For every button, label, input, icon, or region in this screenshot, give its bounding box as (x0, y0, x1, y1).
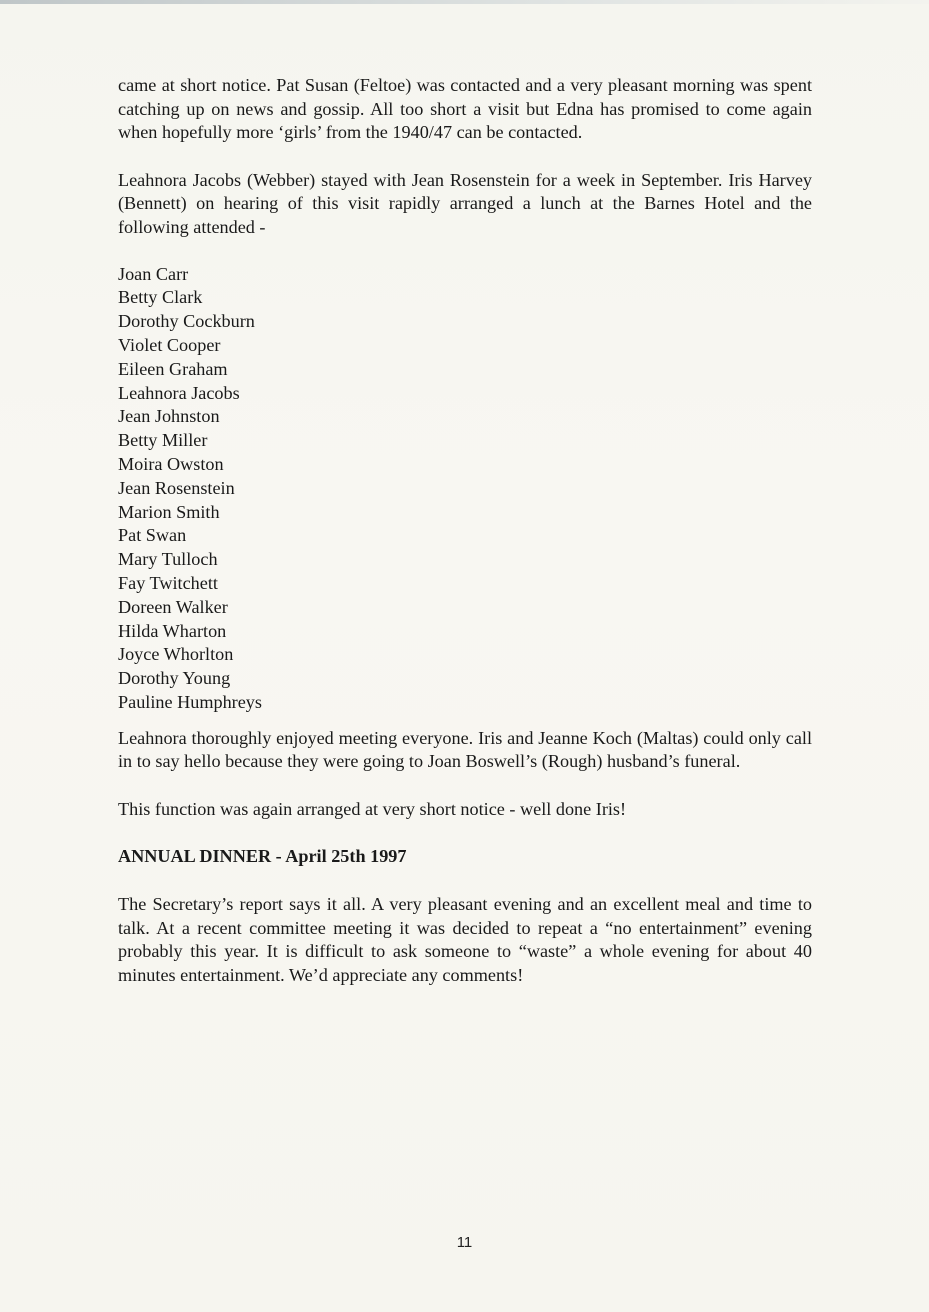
attendee-name: Mary Tulloch (118, 549, 218, 570)
attendee-name: Hilda Wharton (118, 620, 227, 641)
attendee-name: Fay Twitchett (118, 572, 218, 593)
attendee-name: Joyce Whorlton (118, 644, 234, 665)
page-top-edge (0, 0, 929, 4)
paragraph-leahnora-enjoyed: Leahnora thoroughly enjoyed meeting everyone. Iris and Jeanne Koch (Maltas) could only call in to say hello because they were going to Joan Boswell’s (Rough) husband’s funeral. (118, 727, 812, 772)
paragraph-leahnora-visit: Leahnora Jacobs (Webber) stayed with Jean Rosenstein for a week in September. Iris Harvey (Bennett) on hearing of this visit rapidly arranged a lunch at the Barnes Hotel and the following attended - (118, 169, 812, 237)
attendee-name: Moira Owston (118, 453, 224, 474)
page-content (118, 74, 812, 987)
attendee-list (118, 263, 812, 715)
attendee-name: Doreen Walker (118, 596, 228, 617)
paragraph-short-notice: This function was again arranged at very short notice - well done Iris! (118, 798, 627, 819)
attendee-name: Dorothy Young (118, 668, 231, 689)
attendee-name: Betty Clark (118, 287, 203, 308)
attendee-name: Marion Smith (118, 501, 220, 522)
paragraph-secretary-report: The Secretary’s report says it all. A very pleasant evening and an excellent meal and time to talk. At a recent committee meeting it was decided to repeat a “no entertainment” evening probably this year. It is difficult to ask someone to “waste” a whole evening for about 40 minutes entertainment. We’d appreciate any comments! (118, 894, 812, 985)
attendee-name: Jean Rosenstein (118, 477, 235, 498)
attendee-name: Pat Swan (118, 525, 187, 546)
attendee-name: Leahnora Jacobs (118, 382, 240, 403)
paragraph-visit-feltoe: came at short notice. Pat Susan (Feltoe) was contacted and a very pleasant morning was spent catching up on news and gossip. All too short a visit but Edna has promised to come again when hopefully more ‘girls’ from the 1940/47 can be contacted. (118, 75, 812, 143)
section-heading-annual-dinner: ANNUAL DINNER - April 25th 1997 (118, 846, 407, 867)
attendee-name: Joan Carr (118, 263, 189, 284)
attendee-name: Eileen Graham (118, 358, 228, 379)
attendee-name: Betty Miller (118, 430, 208, 451)
attendee-name: Dorothy Cockburn (118, 311, 255, 332)
page-number: 11 (456, 1234, 473, 1251)
attendee-name: Jean Johnston (118, 406, 220, 427)
attendee-name: Violet Cooper (118, 334, 221, 355)
attendee-name: Pauline Humphreys (118, 691, 262, 712)
